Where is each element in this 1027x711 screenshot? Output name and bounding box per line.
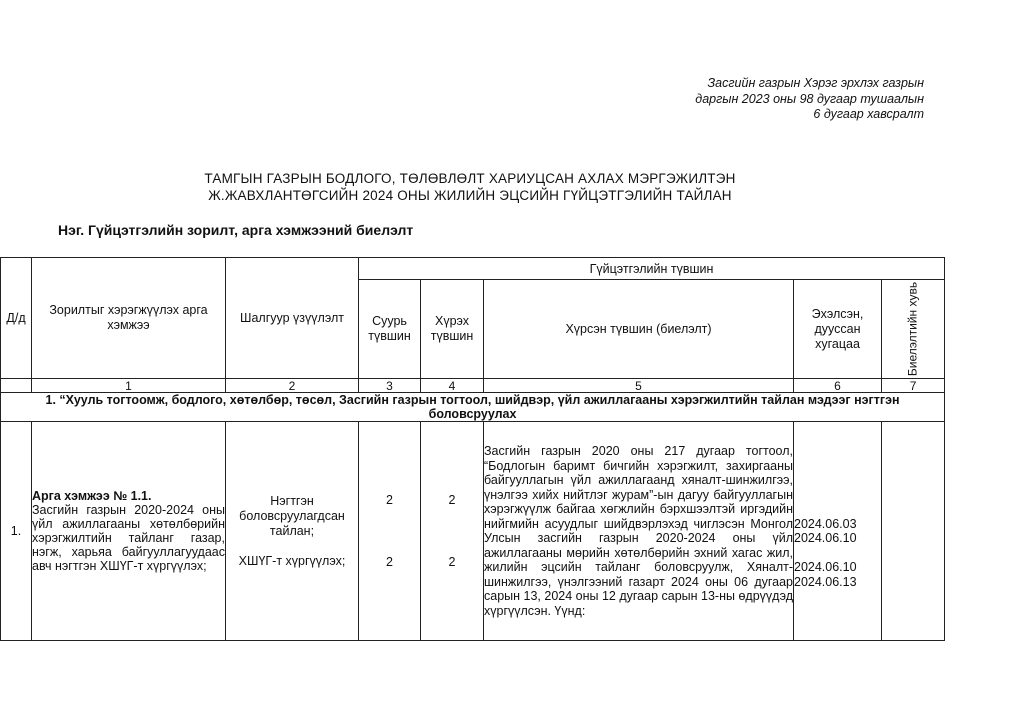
header-achieved-level: Хүрсэн түвшин (биелэлт) <box>484 280 794 379</box>
column-number: 2 <box>226 379 359 393</box>
section-heading: Нэг. Гүйцэтгэлийн зорилт, арга хэмжээний биелэлт <box>58 222 414 238</box>
achieved-result-cell: Засгийн газрын 2020 оны 217 дугаар тогтоол, “Бодлогын баримт бичгийн хэрэгжилт, захиргааны байгууллагын үйл ажиллагаанд хяналт-шинжилгээ, үнэлгээ хийх нийтлэг журам”-ын дагуу байгууллагын хэрэгжүүлж байгаа хөгжлийн бэрхшээлтэй иргэдийн нийгмийн асуудлыг шийдвэрлэхэд чиглэсэн Монгол Улсын засгийн газрын 2020-2024 оны үйл ажиллагааны мөрийн хөтөлбөрийн эхний хагас жил, жилийн эцсийн тайланг боловсруулж, Хяналт-шинжилгээ, үнэлгээний газарт 2024 оны 06 дугаар сарын 13, 2024 оны 12 дугаар сарын 13-ны өдрүүдэд хүргүүлсэн. Үүнд: <box>484 422 794 641</box>
measure-cell <box>32 422 226 641</box>
base-level-value: 2 <box>386 555 393 569</box>
column-number: 1 <box>32 379 226 393</box>
row-number: 1. <box>1 422 32 641</box>
header-measure: Зорилтыг хэрэгжүүлэх арга хэмжээ <box>32 258 226 379</box>
criteria-cell <box>226 422 359 641</box>
column-number <box>1 379 32 393</box>
target-level-cell <box>421 422 484 641</box>
header-criteria: Шалгуур үзүүлэлт <box>226 258 359 379</box>
header-deadline: Эхэлсэн, дууссан хугацаа <box>794 280 882 379</box>
measure-text: Засгийн газрын 2020-2024 оны үйл ажиллагааны хөтөлбөрийн хэрэгжилтийн тайланг газар, нэгж, харьяа байгууллагуудаас авч нэгтгэн ХШҮГ-т хүргүүлэх; <box>32 503 225 573</box>
measure-title: Арга хэмжээ № 1.1. <box>32 489 152 503</box>
header-performance-level: Гүйцэтгэлийн түвшин <box>359 258 945 280</box>
annex-line-1: Засгийн газрын Хэрэг эрхлэх газрын <box>707 76 924 90</box>
criteria-1: Нэгтгэн боловсруулагдсан тайлан; <box>239 493 345 538</box>
annex-line-3: 6 дугаар хавсралт <box>813 107 924 121</box>
header-percent-label: Биелэлтийн хувь <box>905 281 920 377</box>
criteria-2: ХШҮГ-т хүргүүлэх; <box>238 553 346 568</box>
header-percent <box>882 280 945 379</box>
date-value: 2024.06.13 <box>794 574 857 589</box>
header-no: Д/д <box>1 258 32 379</box>
date-value: 2024.06.10 <box>794 560 857 575</box>
annex-line-2: даргын 2023 оны 98 дугаар тушаалын <box>695 91 924 106</box>
base-level-cell <box>359 422 421 641</box>
performance-table <box>0 257 945 641</box>
base-level-value: 2 <box>386 493 393 507</box>
header-target-level: Хүрэх түвшин <box>421 280 484 379</box>
annex-reference <box>695 76 924 123</box>
report-title <box>120 170 820 204</box>
table-row <box>1 422 945 641</box>
report-title-line-2: Ж.ЖАВХЛАНТӨГСИЙН 2024 ОНЫ ЖИЛИЙН ЭЦСИЙН ГҮЙЦЭТГЭЛИЙН ТАЙЛАН <box>208 188 732 203</box>
column-number: 7 <box>882 379 945 393</box>
report-title-line-1: ТАМГЫН ГАЗРЫН БОДЛОГО, ТӨЛӨВЛӨЛТ ХАРИУЦСАН АХЛАХ МЭРГЭЖИЛТЭН <box>204 171 736 186</box>
target-level-value: 2 <box>448 493 456 507</box>
date-value: 2024.06.10 <box>794 531 857 546</box>
section-1-heading: 1. “Хууль тогтоомж, бодлого, хөтөлбөр, төсөл, Засгийн газрын тогтоол, шийдвэр, үйл ажиллагааны хэрэгжилтийн тайлан мэдээг нэгтгэн боловсруулах <box>1 393 945 422</box>
column-number: 4 <box>421 379 484 393</box>
column-number: 5 <box>484 379 794 393</box>
column-number: 6 <box>794 379 882 393</box>
header-base-level: Суурь түвшин <box>359 280 421 379</box>
date-value: 2024.06.03 <box>794 516 857 531</box>
dates-cell <box>794 422 882 641</box>
target-level-value: 2 <box>448 555 456 569</box>
percent-cell <box>882 422 945 641</box>
column-number: 3 <box>359 379 421 393</box>
